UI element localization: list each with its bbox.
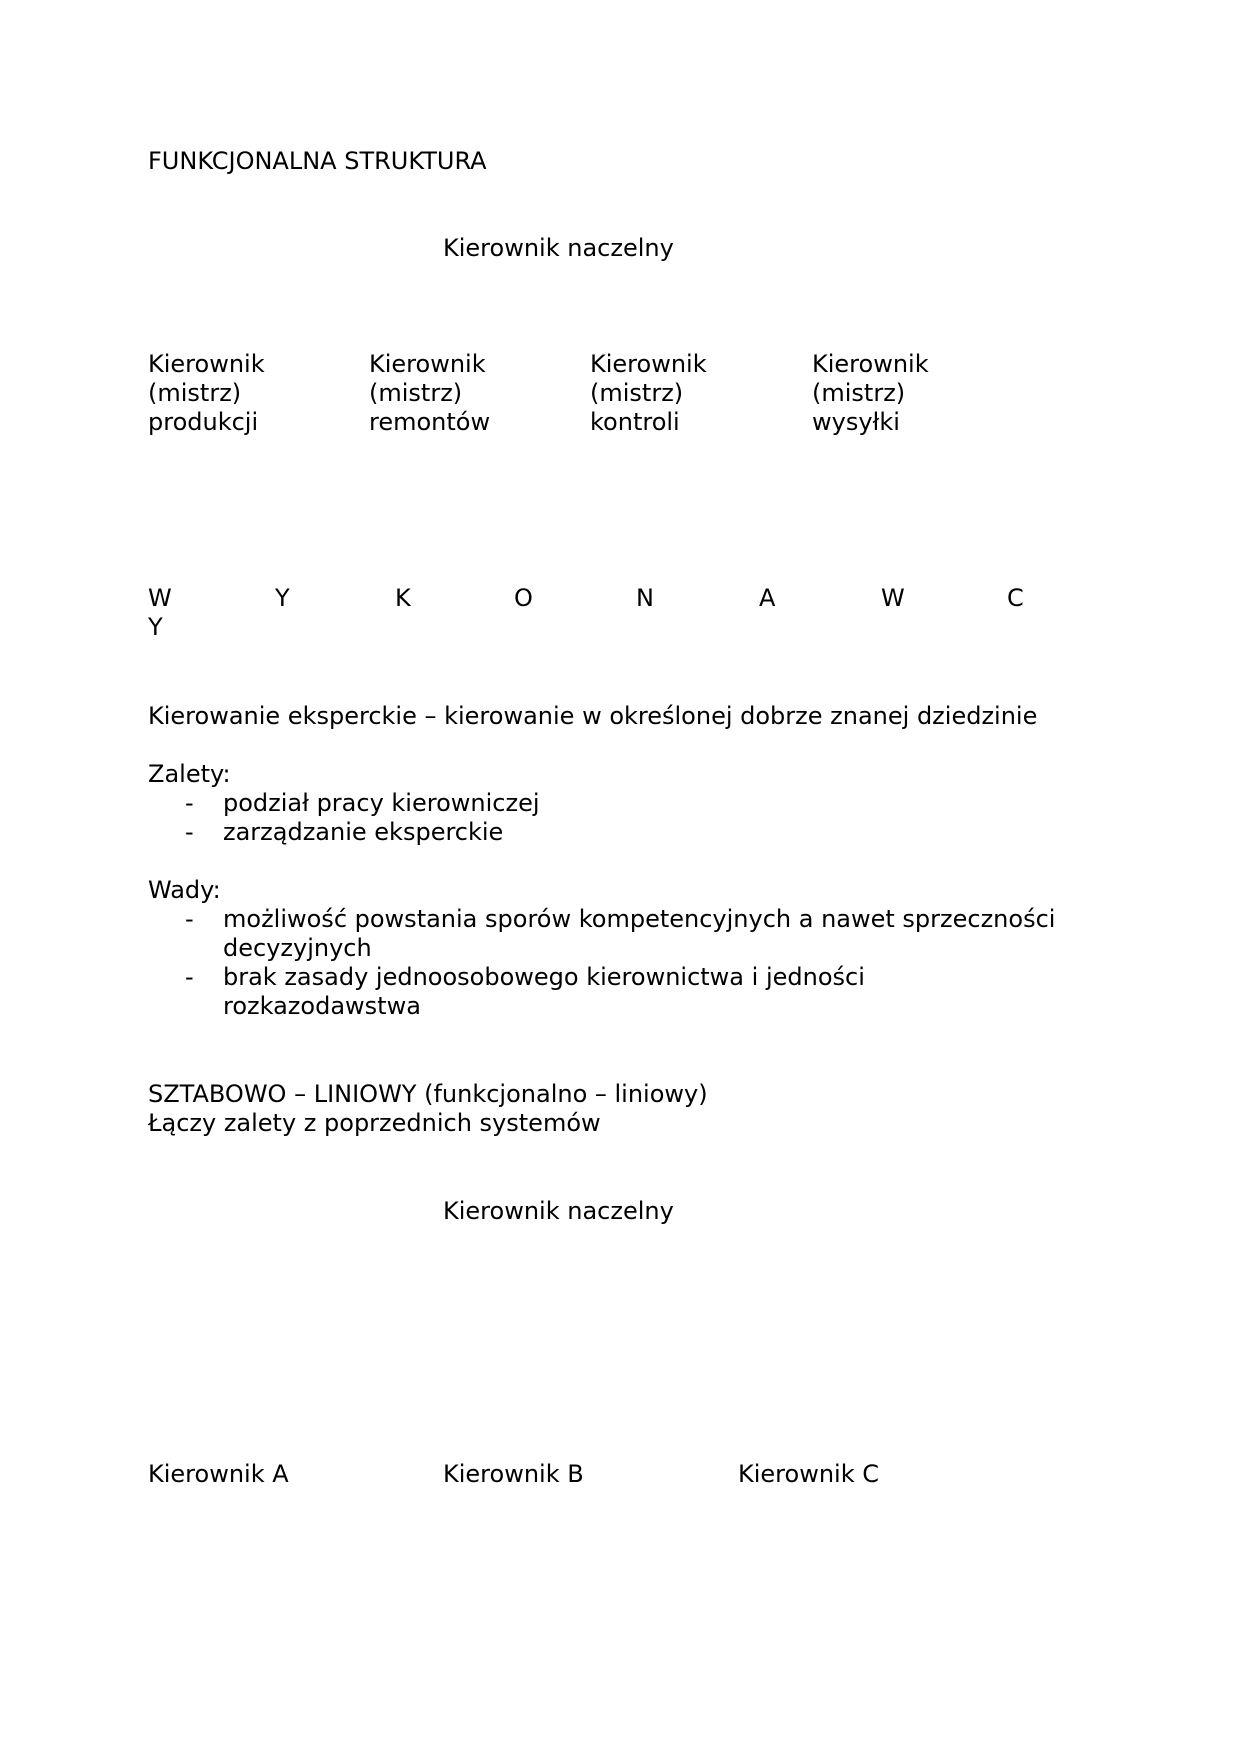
manager-shipping [812, 350, 1012, 437]
list-item [148, 818, 1148, 847]
section-title-functional: FUNKCJONALNA STRUKTURA [148, 147, 487, 175]
list-item-text: zarządzanie eksperckie [223, 818, 504, 846]
manager-line: Kierownik [590, 350, 707, 378]
list-item [148, 963, 903, 1021]
executor-letter: C [1007, 584, 1024, 612]
executor-letter: W [148, 584, 172, 612]
list-marker: - [185, 789, 194, 817]
top-manager-label-2: Kierownik naczelny [443, 1197, 674, 1225]
manager-repairs [369, 350, 569, 437]
section-title-staff-line: SZTABOWO – LINIOWY (funkcjonalno – liniowy) [148, 1080, 708, 1108]
list-item-text: brak zasady jednoosobowego kierownictwa i jedności rozkazodawstwa [223, 963, 865, 1020]
manager-line: wysyłki [812, 408, 900, 436]
disadvantages-list [148, 905, 1098, 1021]
list-item [148, 789, 1148, 818]
manager-line: remontów [369, 408, 491, 436]
list-marker: - [185, 905, 194, 933]
executor-letter: O [514, 584, 533, 612]
top-manager-label: Kierownik naczelny [443, 234, 674, 262]
manager-line: (mistrz) [369, 379, 463, 407]
executor-letter: K [395, 584, 411, 612]
definition-text: Kierowanie eksperckie – kierowanie w określonej dobrze znanej dziedzinie [148, 702, 1038, 730]
executor-letter: A [759, 584, 776, 612]
manager-line: (mistrz) [590, 379, 684, 407]
executor-letter: Y [275, 584, 290, 612]
executor-letter: Y [148, 613, 163, 641]
manager-control [590, 350, 790, 437]
disadvantages-heading: Wady: [148, 876, 221, 904]
manager-a: Kierownik A [148, 1460, 289, 1488]
manager-line: kontroli [590, 408, 680, 436]
advantages-list [148, 789, 1148, 847]
manager-line: produkcji [148, 408, 259, 436]
manager-line: Kierownik [148, 350, 265, 378]
manager-line: (mistrz) [148, 379, 242, 407]
manager-b: Kierownik B [443, 1460, 584, 1488]
executor-letter: N [636, 584, 654, 612]
section-subtitle: Łączy zalety z poprzednich systemów [148, 1109, 601, 1137]
list-item-text: możliwość powstania sporów kompetencyjnych a nawet sprzeczności decyzyjnych [223, 905, 1056, 962]
list-item [148, 905, 1098, 963]
manager-line: Kierownik [369, 350, 486, 378]
manager-line: (mistrz) [812, 379, 906, 407]
manager-production [148, 350, 348, 437]
list-marker: - [185, 963, 194, 991]
manager-c: Kierownik C [738, 1460, 879, 1488]
manager-line: Kierownik [812, 350, 929, 378]
list-item-text: podział pracy kierowniczej [223, 789, 540, 817]
advantages-heading: Zalety: [148, 760, 231, 788]
executor-letter: W [881, 584, 905, 612]
list-marker: - [185, 818, 194, 846]
